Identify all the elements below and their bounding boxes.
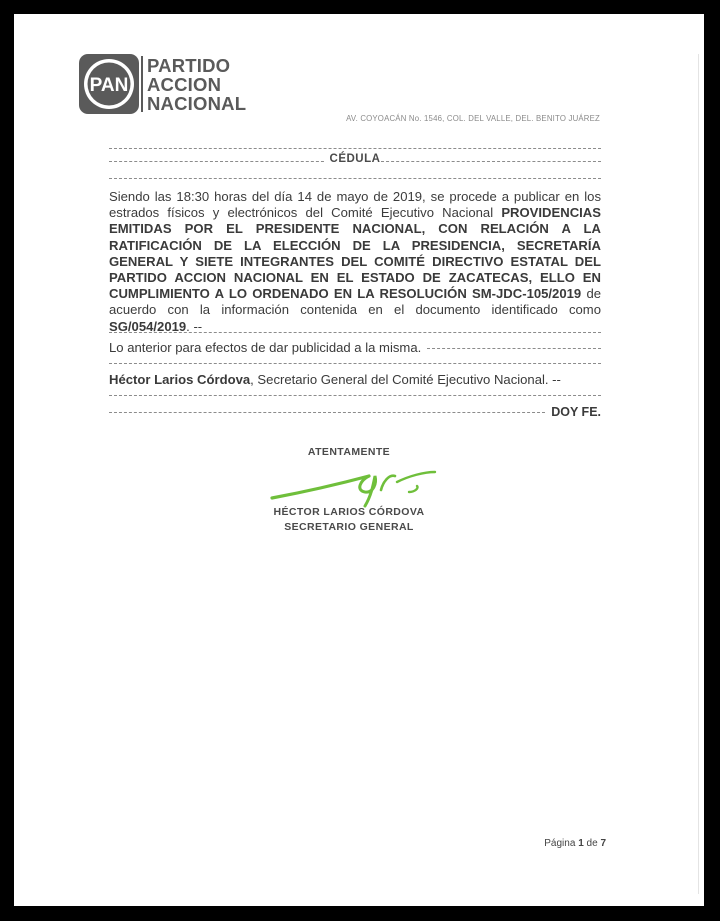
publicity-line: [109, 340, 601, 356]
signer-name: [14, 506, 704, 518]
logo-divider: [141, 56, 143, 112]
cedula-heading: [109, 153, 601, 165]
cedula-heading-text: CÉDULA: [326, 153, 385, 165]
page-total: 7: [600, 838, 606, 849]
doy-fe-text: DOY FE.: [551, 405, 601, 419]
dash-fill: [427, 348, 601, 349]
dash-fill: [109, 412, 545, 413]
dash-rule: [109, 148, 601, 149]
closing-atentamente: [14, 446, 704, 458]
doy-fe-line: [109, 404, 601, 420]
page-label: Página: [544, 838, 576, 849]
signer-title: [14, 521, 704, 533]
signature-icon: [269, 462, 449, 512]
page-current: 1: [578, 838, 584, 849]
publicity-text: Lo anterior para efectos de dar publicidad a la misma.: [109, 340, 422, 355]
secretary-line: [109, 372, 601, 388]
logo-line-3: NACIONAL: [147, 93, 247, 114]
paragraph-text-3: . --: [186, 318, 203, 334]
dash-rule: [109, 363, 601, 364]
secretary-rest: , Secretario General del Comité Ejecutivo Nacional. --: [250, 372, 561, 387]
signer-title-text: SECRETARIO GENERAL: [284, 521, 414, 533]
cedula-heading-row: [109, 153, 601, 169]
dash-rule: [109, 395, 601, 396]
main-paragraph: [109, 189, 601, 335]
paragraph-bold-1: PROVIDENCIAS EMITIDAS POR EL PRESIDENTE NACIONAL, CON RELACIÓN A LA RATIFICACIÓN DE LA ELECCIÓN DE LA PRESIDENCIA, SECRETARÍA GENERAL Y SIETE INTEGRANTES DEL COMITÉ DIRECTIVO ESTATAL DEL PARTIDO ACCION NACIONAL EN EL ESTADO DE ZACATECAS, ELLO EN CUMPLIMIENTO A LO ORDENADO EN LA RESOLUCIÓN SM-JDC-105/2019: [109, 205, 601, 302]
atentamente-text: ATENTAMENTE: [307, 446, 391, 458]
page-edge-shadow: [698, 54, 699, 894]
signer-name-text: HÉCTOR LARIOS CÓRDOVA: [273, 506, 425, 518]
paragraph-text-2: de acuerdo con la información contenida en el documento identificado como: [109, 286, 602, 318]
address-line: AV. COYOACÁN No. 1546, COL. DEL VALLE, DEL. BENITO JUÁREZ: [346, 114, 600, 123]
logo-mark-text: PAN: [89, 75, 129, 96]
dash-fill-right: [381, 161, 601, 162]
secretary-name: Héctor Larios Córdova: [109, 372, 251, 387]
logo-line-2: ACCION: [147, 74, 222, 95]
document-id: SG/054/2019: [109, 318, 187, 334]
paragraph-text-1: Siendo las 18:30 horas del día 14 de mayo de 2019, se procede a publicar en los estrados físicos y electrónicos del Comité Ejecutivo Nacional: [109, 189, 601, 221]
dash-rule: [109, 332, 601, 333]
logo-wordmark: [147, 56, 246, 113]
logo-line-1: PARTIDO: [147, 55, 231, 76]
pan-logo-icon: [79, 54, 139, 114]
party-logo: [79, 54, 279, 116]
document-page: [14, 14, 704, 906]
page-connector: de: [586, 838, 598, 849]
dash-rule: [109, 178, 601, 179]
page-number: [544, 838, 606, 849]
